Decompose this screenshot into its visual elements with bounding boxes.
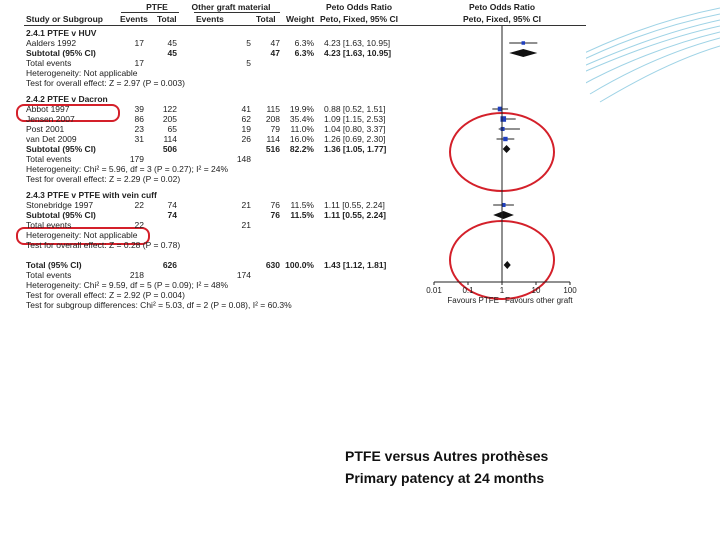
events-other: 19: [241, 124, 251, 134]
subtotal-total-other: 516: [265, 144, 280, 154]
study-marker: [501, 127, 505, 131]
header-group1: PTFE: [146, 2, 168, 12]
subtotal-label: Subtotal (95% CI): [26, 210, 96, 220]
slide-caption: [345, 445, 548, 489]
header-total-2: Total: [256, 14, 276, 24]
subtotal-ci: 1.11 [0.55, 2.24]: [324, 210, 386, 220]
events-other: 62: [241, 114, 251, 124]
study-ci: 4.23 [1.63, 10.95]: [324, 38, 391, 48]
study-marker: [522, 41, 526, 45]
subtotal-weight: 82.2%: [289, 144, 314, 154]
header-events-1: Events: [120, 14, 148, 24]
events-ptfe: 17: [134, 38, 144, 48]
subtotal-total-ptfe: 74: [167, 210, 177, 220]
total-events-other: 148: [236, 154, 251, 164]
header-total-1: Total: [157, 14, 177, 24]
study-name: Jensen 2007: [26, 114, 75, 124]
total-ptfe: 114: [163, 134, 177, 144]
grand-events-other: 174: [236, 270, 251, 280]
subtotal-diamond: [503, 145, 511, 153]
study-ci: 1.11 [0.55, 2.24]: [324, 200, 385, 210]
heterogeneity-text: Heterogeneity: Not applicable: [26, 68, 138, 78]
favours-right-label: Favours other graft: [505, 296, 573, 305]
events-ptfe: 23: [134, 124, 144, 134]
subtotal-total-ptfe: 506: [162, 144, 177, 154]
subtotal-ci: 1.36 [1.05, 1.77]: [324, 144, 387, 154]
total-events-ptfe: 17: [134, 58, 144, 68]
overall-effect-text: Test for overall effect: Z = 0.28 (P = 0.78): [26, 240, 181, 250]
total-events-other: 5: [246, 58, 251, 68]
subtotal-total-other: 47: [270, 48, 280, 58]
study-weight: 11.0%: [290, 124, 314, 134]
events-other: 41: [241, 104, 251, 114]
total-events-other: 21: [241, 220, 251, 230]
study-weight: 19.9%: [289, 104, 314, 114]
study-ci: 1.04 [0.80, 3.37]: [324, 124, 386, 134]
subtotal-label: Subtotal (95% CI): [26, 48, 96, 58]
caption-line2: Primary patency at 24 months: [345, 470, 545, 486]
grand-total-weight: 100.0%: [285, 260, 314, 270]
events-other: 5: [246, 38, 251, 48]
events-other: 21: [241, 200, 251, 210]
study-ci: 1.26 [0.69, 2.30]: [324, 134, 386, 144]
grand-events-ptfe: 218: [129, 270, 144, 280]
total-events-label: Total events: [26, 220, 72, 230]
events-ptfe: 86: [134, 114, 144, 124]
subgroup-title: 2.4.1 PTFE v HUV: [26, 28, 97, 38]
total-events-ptfe: 22: [134, 220, 144, 230]
study-name: Stonebridge 1997: [26, 200, 94, 210]
study-name: Abbot 1997: [26, 104, 70, 114]
total-ptfe: 45: [167, 38, 177, 48]
grand-total-label: Total (95% CI): [26, 260, 82, 270]
grand-total-other: 630: [265, 260, 280, 270]
subtotal-total-other: 76: [270, 210, 280, 220]
study-ci: 1.09 [1.15, 2.53]: [324, 114, 386, 124]
subtotal-total-ptfe: 45: [167, 48, 177, 58]
study-weight: 11.5%: [290, 200, 314, 210]
study-name: Post 2001: [26, 124, 65, 134]
decorative-lines: [570, 0, 720, 110]
overall-effect-text: Test for overall effect: Z = 2.29 (P = 0.02): [26, 174, 181, 184]
header-group2: Other graft material: [191, 2, 271, 12]
grand-total-diamond: [504, 261, 511, 269]
study-marker: [503, 137, 507, 141]
total-events-ptfe: 179: [129, 154, 144, 164]
x-tick-label: 10: [531, 286, 541, 295]
overall-effect-text: Test for overall effect: Z = 2.97 (P = 0.003): [26, 78, 185, 88]
grand-total-ptfe: 626: [162, 260, 177, 270]
events-ptfe: 22: [134, 200, 144, 210]
header-events-2: Events: [196, 14, 224, 24]
events-other: 26: [241, 134, 251, 144]
caption-line1: PTFE versus Autres prothèses: [345, 448, 549, 464]
forest-plot-table: [24, 0, 586, 372]
x-tick-label: 0.01: [426, 286, 442, 295]
events-ptfe: 39: [134, 104, 144, 114]
heterogeneity-text: Heterogeneity: Not applicable: [26, 230, 138, 240]
total-ptfe: 122: [162, 104, 177, 114]
study-name: van Det 2009: [26, 134, 77, 144]
grand-events-label: Total events: [26, 270, 72, 280]
header-weight: Weight: [286, 14, 315, 24]
header-plot: Peto Odds Ratio: [468, 2, 536, 12]
subtotal-label: Subtotal (95% CI): [26, 144, 96, 154]
favours-left-label: Favours PTFE: [447, 296, 499, 305]
study-weight: 16.0%: [289, 134, 314, 144]
header-plot-sub: Peto, Fixed, 95% CI: [463, 14, 541, 24]
events-ptfe: 31: [134, 134, 144, 144]
total-other: 47: [270, 38, 280, 48]
study-ci: 0.88 [0.52, 1.51]: [324, 104, 386, 114]
header-effect: Peto Odds Ratio: [325, 2, 393, 12]
total-other: 114: [266, 134, 280, 144]
total-ptfe: 74: [167, 200, 177, 210]
x-tick-label: 0.1: [462, 286, 474, 295]
subgroup-differences: Test for subgroup differences: Chi² = 5.03, df = 2 (P = 0.08), I² = 60.3%: [26, 300, 292, 310]
subtotal-ci: 4.23 [1.63, 10.95]: [324, 48, 392, 58]
subgroup-title: 2.4.3 PTFE v PTFE with vein cuff: [26, 190, 157, 200]
total-ptfe: 205: [162, 114, 177, 124]
study-name: Aalders 1992: [26, 38, 77, 48]
header-effect-sub: Peto, Fixed, 95% CI: [320, 14, 398, 24]
subgroup-title: 2.4.2 PTFE v Dacron: [26, 94, 108, 104]
total-other: 208: [265, 114, 280, 124]
grand-total-ci: 1.43 [1.12, 1.81]: [324, 260, 387, 270]
total-other: 115: [266, 104, 280, 114]
grand-overall-effect: Test for overall effect: Z = 2.92 (P = 0.004): [26, 290, 185, 300]
subtotal-weight: 6.3%: [294, 48, 314, 58]
study-weight: 6.3%: [294, 38, 314, 48]
subtotal-diamond: [509, 49, 537, 57]
x-tick-label: 1: [499, 286, 505, 295]
subtotal-diamond: [493, 211, 514, 219]
total-ptfe: 65: [167, 124, 177, 134]
total-events-label: Total events: [26, 58, 72, 68]
header-study: Study or Subgroup: [26, 14, 103, 24]
study-weight: 35.4%: [289, 114, 314, 124]
total-other: 79: [270, 124, 280, 134]
x-tick-label: 100: [563, 286, 577, 295]
subtotal-weight: 11.5%: [290, 210, 314, 220]
total-events-label: Total events: [26, 154, 72, 164]
grand-heterogeneity: Heterogeneity: Chi² = 9.59, df = 5 (P = 0.09); I² = 48%: [26, 280, 229, 290]
total-other: 76: [270, 200, 280, 210]
heterogeneity-text: Heterogeneity: Chi² = 5.96, df = 3 (P = 0.27); I² = 24%: [26, 164, 229, 174]
study-marker: [500, 116, 506, 122]
